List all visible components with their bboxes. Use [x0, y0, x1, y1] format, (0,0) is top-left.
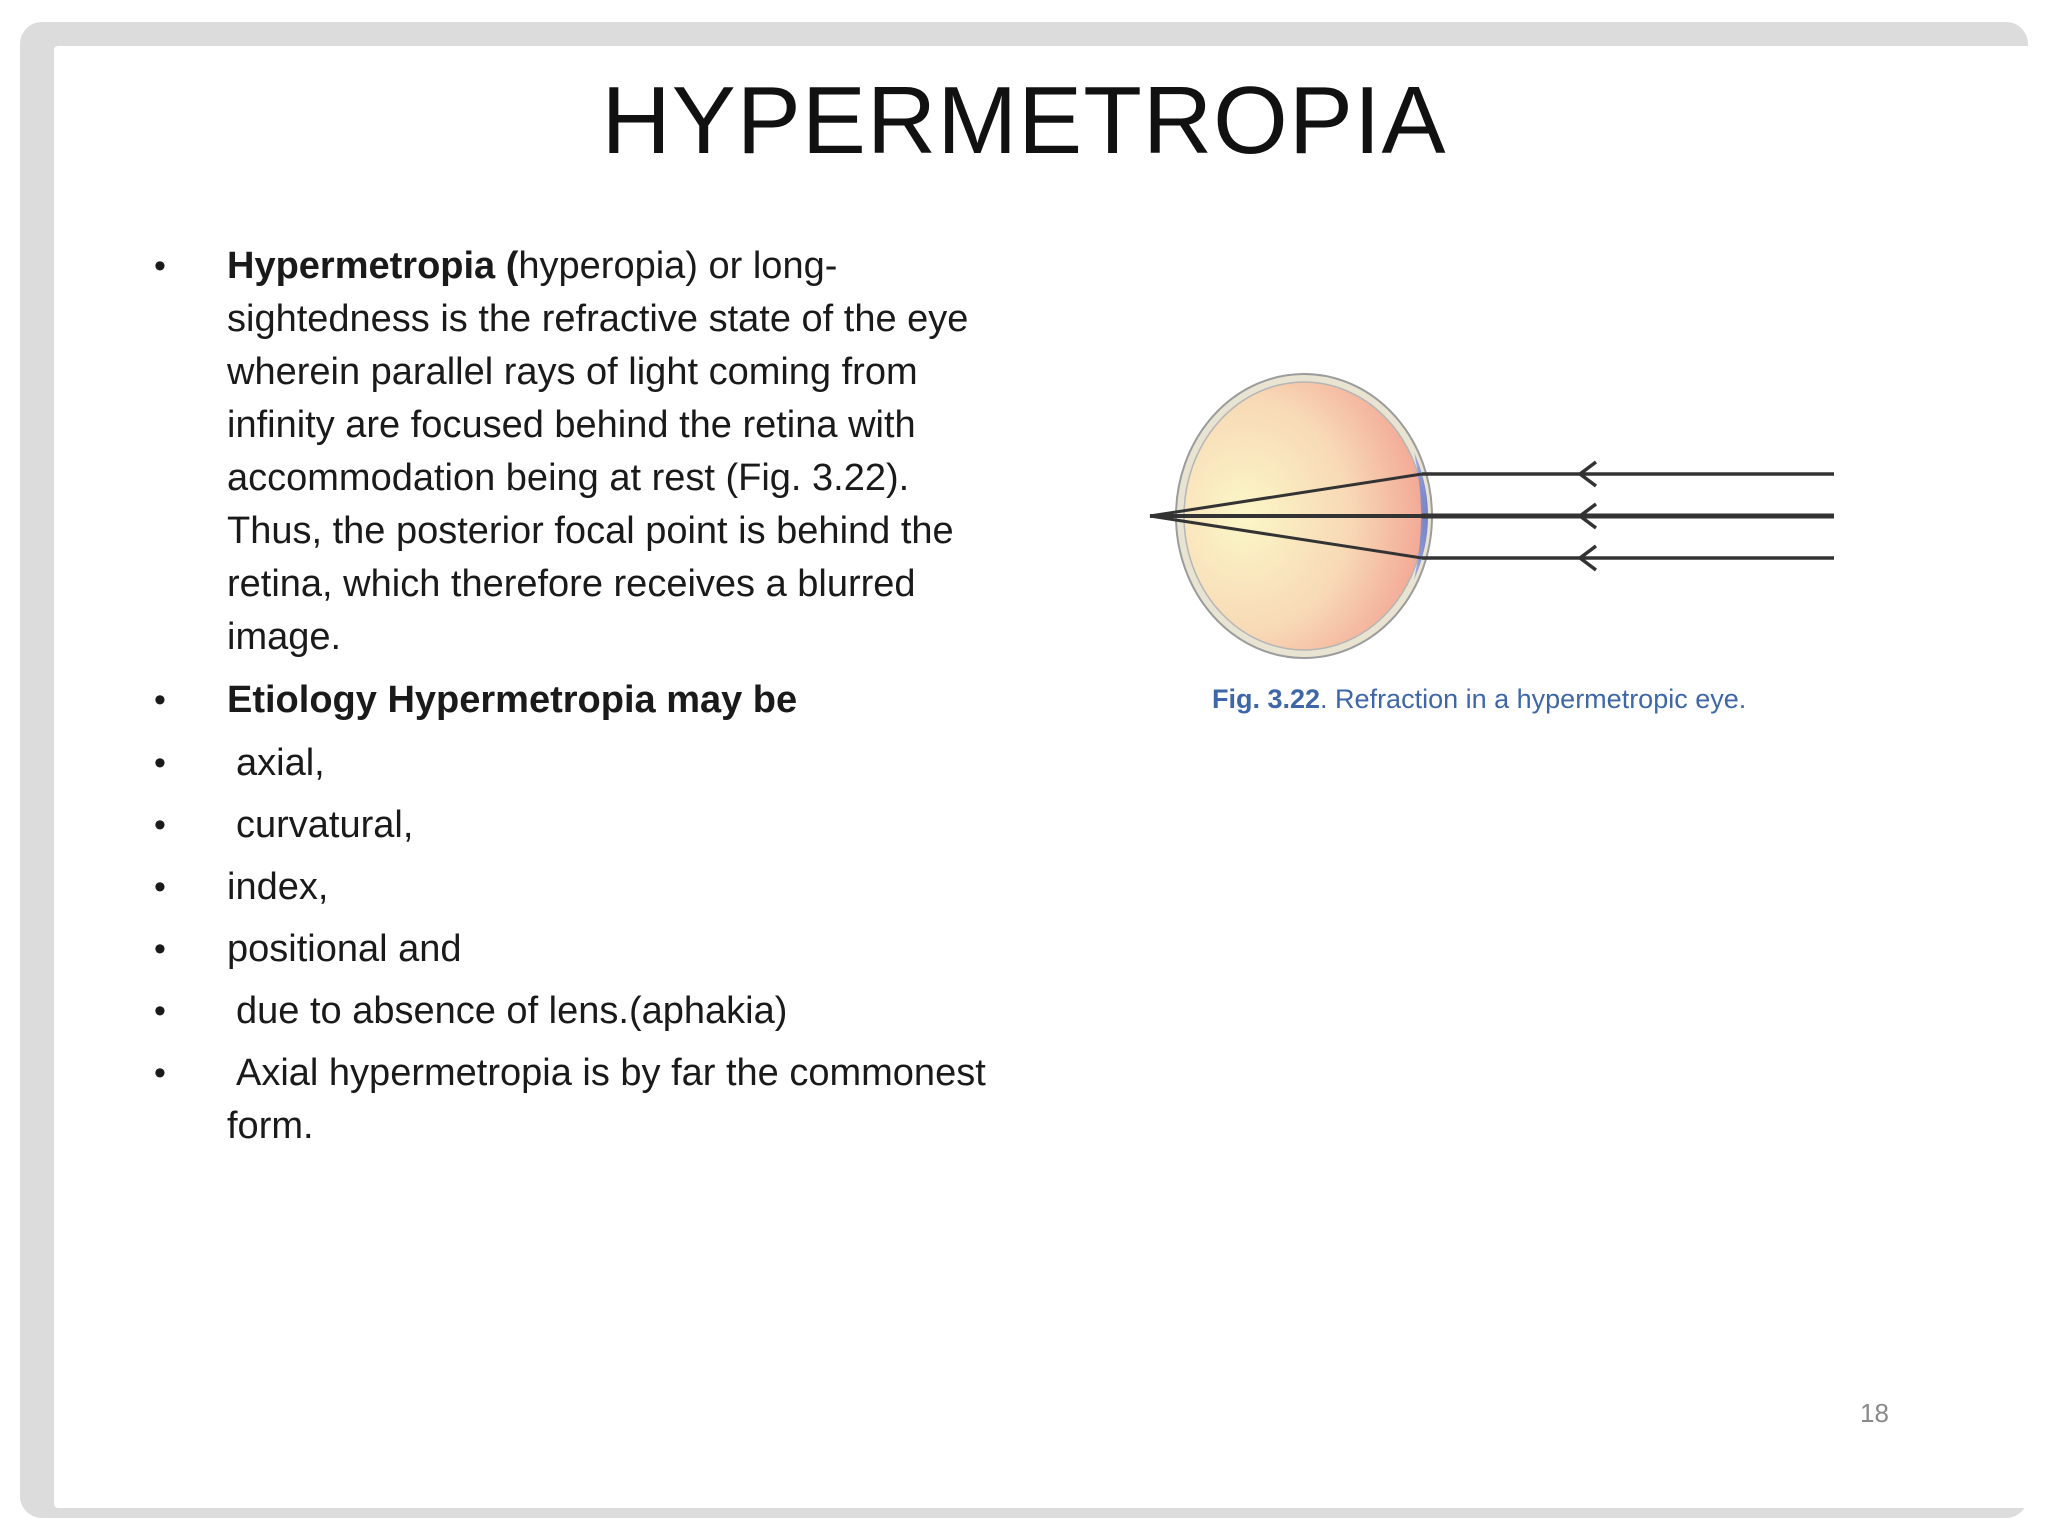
bullet-index: [150, 861, 1010, 914]
bullet-marker: •: [154, 806, 166, 844]
bullet-curvatural: [150, 799, 1010, 852]
bullet-text: due to absence of lens.(aphakia): [236, 990, 788, 1032]
bullet-text: curvatural,: [236, 804, 414, 846]
bullet-list: [150, 240, 1010, 1162]
definition-lead: Hypermetropia (: [227, 245, 519, 287]
figure-caption: [1212, 684, 1746, 715]
caption-text: . Refraction in a hypermetropic eye.: [1320, 684, 1747, 714]
bullet-text: positional and: [227, 928, 462, 970]
bullet-marker: •: [154, 247, 166, 285]
slide-title: HYPERMETROPIA: [601, 67, 1447, 174]
bullet-axial-common: [150, 1047, 1010, 1153]
bullet-marker: •: [154, 930, 166, 968]
bullet-aphakia: [150, 985, 1010, 1038]
bullet-marker: •: [154, 1054, 166, 1092]
hypermetropic-eye-figure: [1140, 360, 1860, 740]
bullet-text: Axial hypermetropia is by far the commonest form.: [227, 1052, 986, 1147]
definition-text: hyperopia) or long-sightedness is the refractive state of the eye wherein parallel rays of light coming from infinity are focused behind the retina with accommodation being at rest (Fig. 3.22). Thus, the posterior focal point is behind the retina, which therefore receives a blurred image.: [227, 245, 969, 658]
etiology-heading: Etiology Hypermetropia may be: [227, 679, 798, 721]
bullet-marker: •: [154, 992, 166, 1030]
bullet-text: index,: [227, 866, 329, 908]
bullet-marker: •: [154, 744, 166, 782]
page-number: 18: [1860, 1398, 1889, 1428]
bullet-marker: •: [154, 868, 166, 906]
bullet-positional: [150, 923, 1010, 976]
bullet-axial: [150, 737, 1010, 790]
caption-label: Fig. 3.22: [1212, 684, 1321, 714]
bullet-text: axial,: [236, 742, 325, 784]
bullet-etiology: [150, 674, 1010, 727]
bullet-definition: [150, 240, 1010, 664]
bullet-marker: •: [154, 681, 166, 719]
